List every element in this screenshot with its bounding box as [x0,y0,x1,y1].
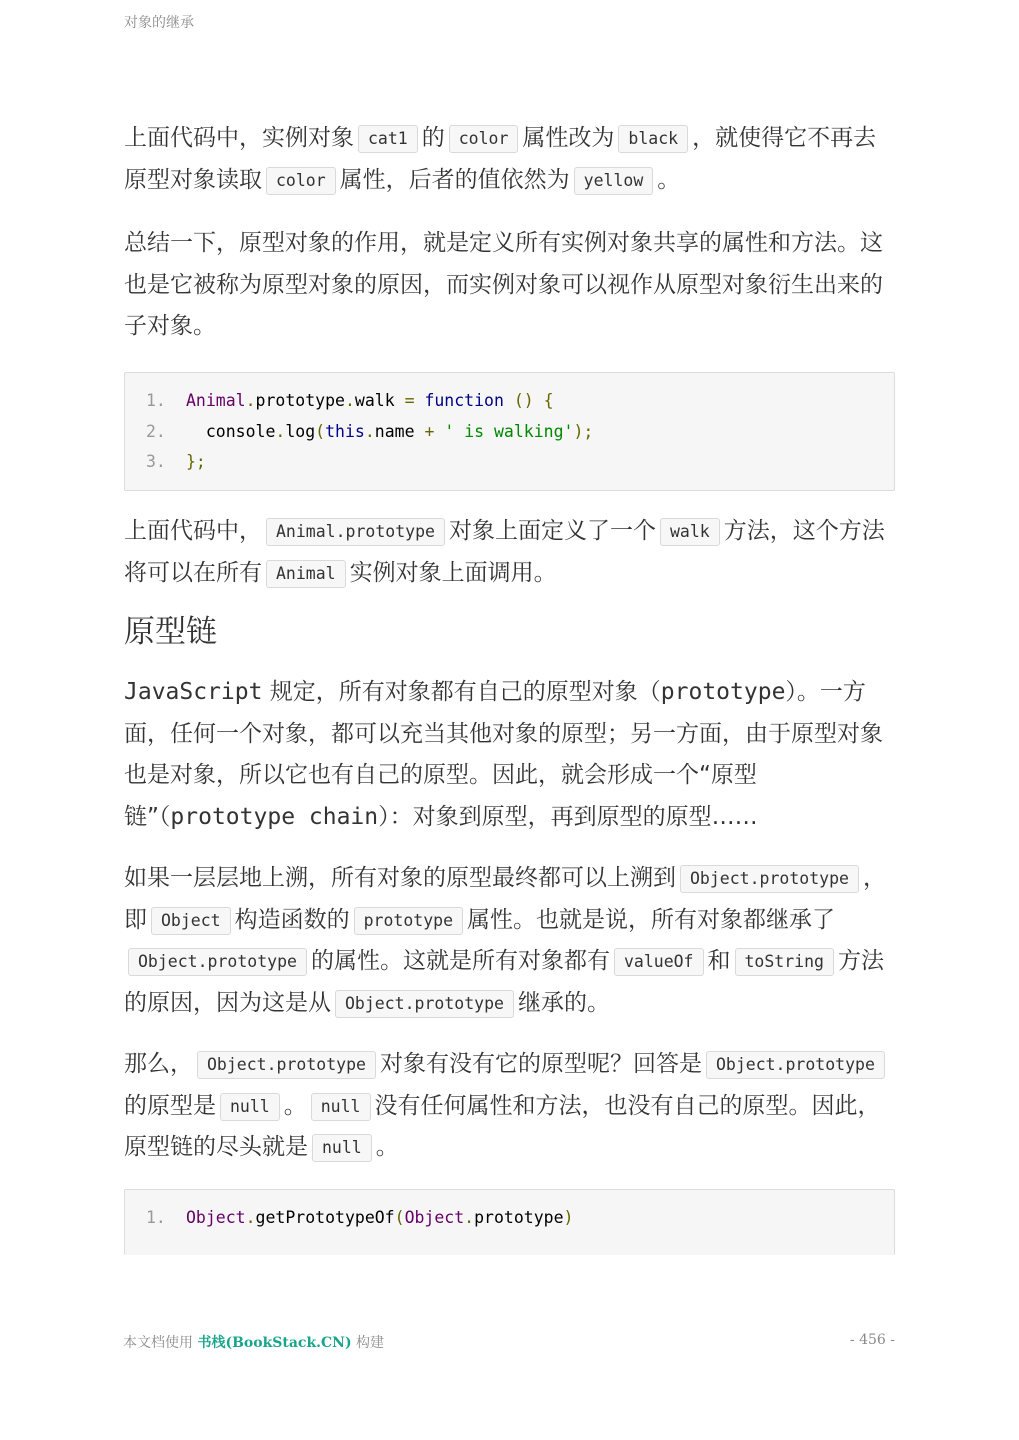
code-line: 3. }; [125,447,894,478]
paragraph-6: 那么， Object.prototype 对象有没有它的原型呢？回答是 Object.prototype的原型是 null 。 null 没有任何属性和方法，也没有自己的原型。因此，原型链的尽头就是 null 。 [124,1044,895,1169]
footer-credit: 本文档使用 书栈(BookStack.CN) 构建 [123,1335,385,1351]
inline-code: valueOf [614,948,704,976]
inline-code: black [618,125,688,153]
inline-code: Object [151,907,231,935]
code-block-walk [124,372,895,492]
code-line: 2. console.log(this.name + ' is walking'); [125,416,894,447]
inline-code: Object.prototype [197,1051,376,1079]
line-number: 2. [146,421,166,441]
inline-code: walk [660,518,720,546]
document-content [124,118,895,1275]
inline-code: Animal [266,560,346,588]
paragraph-3: 上面代码中， Animal.prototype 对象上面定义了一个 walk 方法，这个方法将可以在所有 Animal 实例对象上面调用。 [124,518,885,586]
inline-code: color [449,125,519,153]
inline-code: Object.prototype [128,948,307,976]
inline-code: Object.prototype [335,990,514,1018]
inline-code: null [312,1134,372,1162]
inline-code: null [311,1093,371,1121]
bookstack-link[interactable]: 书栈(BookStack.CN) [197,1335,352,1351]
running-header: 对象的继承 [124,15,194,31]
code-line: 1. Object.getPrototypeOf(Object.prototype) [125,1203,894,1234]
inline-code: cat1 [358,125,418,153]
line-number: 1. [146,391,166,411]
inline-code: yellow [574,167,654,195]
inline-code: Animal.prototype [266,518,445,546]
line-number: 3. [146,452,166,472]
inline-code: toString [735,948,834,976]
paragraph-1: 上面代码中，实例对象 cat1 的 color 属性改为 black ，就使得它不再去原型对象读取 color 属性，后者的值依然为 yellow 。 [124,125,877,193]
inline-code: prototype [354,907,463,935]
paragraph-4: JavaScript 规定，所有对象都有自己的原型对象（prototype）。一方面，任何一个对象，都可以充当其他对象的原型；另一方面，由于原型对象也是对象，所以它也有自己的原型。因此，就会形成一个“原型链”（prototype chain）：对象到原型，再到原型的原型…… [124,679,883,830]
inline-code: Object.prototype [680,865,859,893]
code-block-getprototypeof [124,1189,895,1255]
inline-code: color [266,167,336,195]
paragraph-5: 如果一层层地上溯，所有对象的原型最终都可以上溯到 Object.prototype ，即 Object 构造函数的 prototype 属性。也就是说，所有对象都继承了Object.prototype 的属性。这就是所有对象都有 valueOf 和 toString 方法的原因，因为这是从 Object.prototype 继承的。 [124,865,886,1016]
paragraph-2: 总结一下，原型对象的作用，就是定义所有实例对象共享的属性和方法。这也是它被称为原型对象的原因，而实例对象可以视作从原型对象衍生出来的子对象。 [124,230,883,339]
inline-code: null [220,1093,280,1121]
page-number: - 456 - [849,1332,895,1348]
inline-code: Object.prototype [706,1051,885,1079]
code-line: 1. Animal.prototype.walk = function () { [125,386,894,417]
section-heading: 原型链 [124,614,217,650]
line-number: 1. [146,1208,166,1228]
